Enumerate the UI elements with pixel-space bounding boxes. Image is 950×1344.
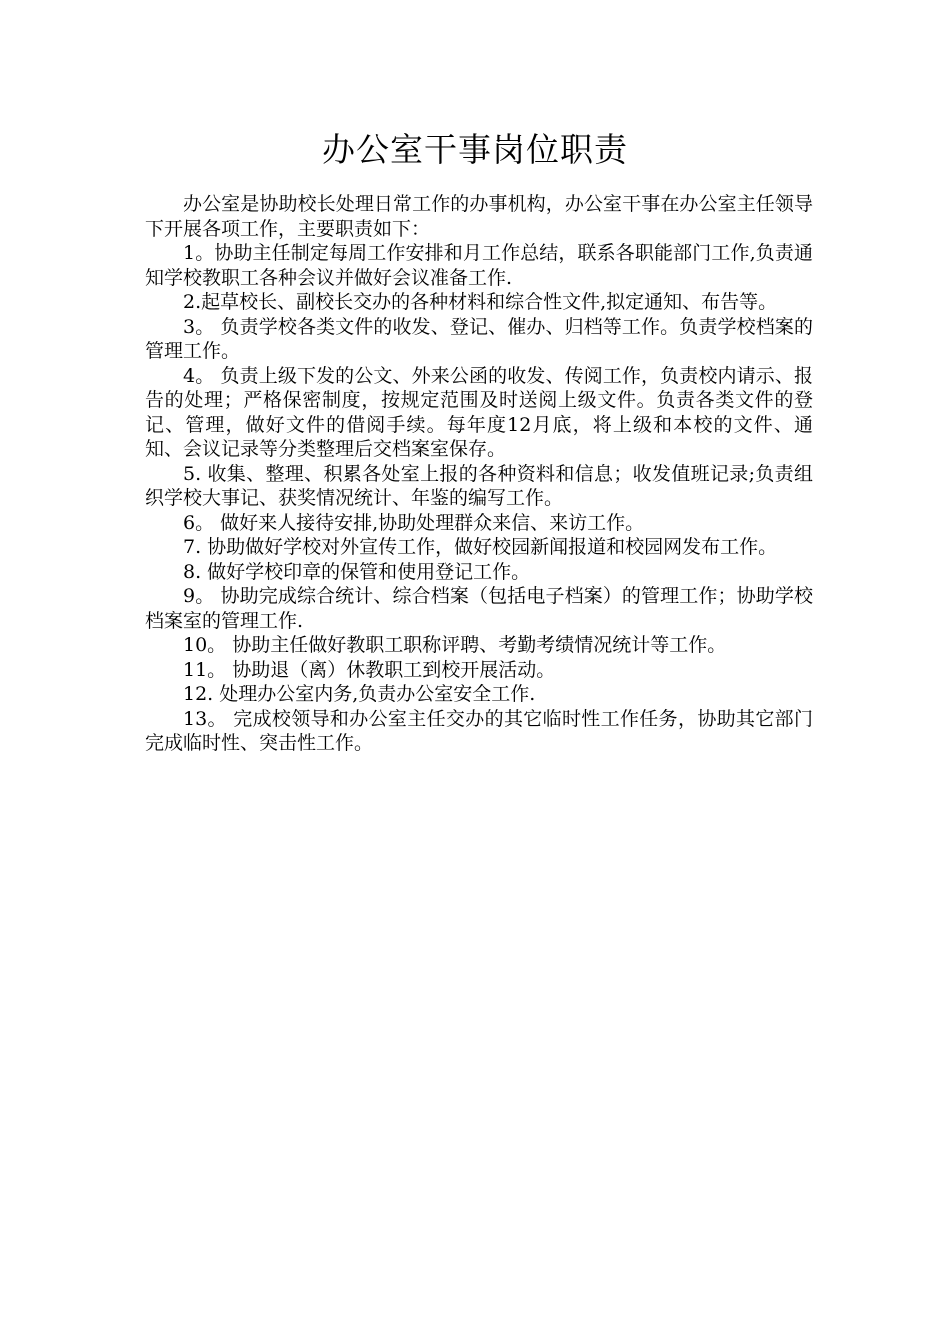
- duty-item-4: 4。 负责上级下发的公文、外来公函的收发、传阅工作，负责校内请示、报告的处理；严格保密制度，按规定范围及时送阅上级文件。负责各类文件的登记、管理，做好文件的借阅手续。每年度12月底，将上级和本校的文件、通知、会议记录等分类整理后交档案室保存。: [145, 364, 813, 460]
- duty-item-12: 12. 处理办公室内务,负责办公室安全工作.: [183, 683, 536, 705]
- duty-item-11: 11。 协助退（离）休教职工到校开展活动。: [183, 658, 556, 681]
- document-body: [145, 192, 813, 756]
- duty-item-9: 9。 协助完成综合统计、综合档案（包括电子档案）的管理工作；协助学校档案室的管理工作.: [145, 585, 813, 632]
- duty-item-7: 7. 协助做好学校对外宣传工作，做好校园新闻报道和校园网发布工作。: [183, 536, 778, 558]
- duty-item-5: 5. 收集、整理、积累各处室上报的各种资料和信息；收发值班记录;负责组织学校大事记、获奖情况统计、年鉴的编写工作。: [145, 462, 813, 509]
- duty-item-6: 6。 做好来人接待安排,协助处理群众来信、来访工作。: [183, 511, 645, 534]
- duty-item-13: 13。 完成校领导和办公室主任交办的其它临时性工作任务，协助其它部门完成临时性、突击性工作。: [145, 707, 813, 754]
- duty-item-3: 3。 负责学校各类文件的收发、登记、催办、归档等工作。负责学校档案的管理工作。: [145, 315, 813, 362]
- duty-item-2: 2.起草校长、副校长交办的各种材料和综合性文件,拟定通知、布告等。: [183, 291, 778, 313]
- document-title: 办公室干事岗位职责: [322, 130, 628, 169]
- duty-item-1: 1。协助主任制定每周工作安排和月工作总结，联系各职能部门工作,负责通知学校教职工各种会议并做好会议准备工作.: [145, 242, 813, 289]
- intro-paragraph: 办公室是协助校长处理日常工作的办事机构，办公室干事在办公室主任领导下开展各项工作，主要职责如下：: [145, 193, 813, 240]
- duty-item-8: 8. 做好学校印章的保管和使用登记工作。: [183, 560, 531, 583]
- duty-item-10: 10。 协助主任做好教职工职称评聘、考勤考绩情况统计等工作。: [183, 634, 727, 656]
